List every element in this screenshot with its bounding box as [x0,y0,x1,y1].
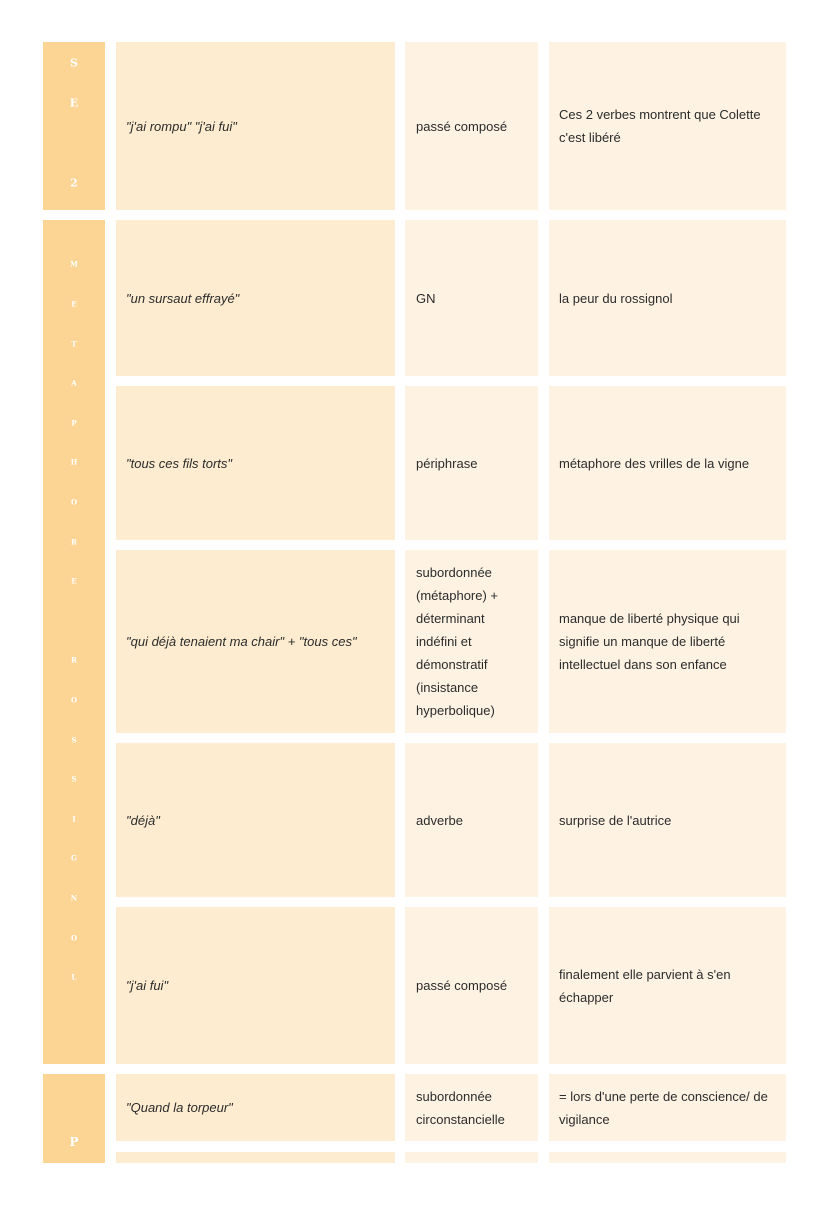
quote-text: "Quand la torpeur" [126,1100,233,1115]
interpretation-cell [549,1074,786,1141]
section-letter: O [70,497,78,507]
interpretation-cell [549,743,786,897]
figure-cell [405,42,538,210]
section-letter: 2 [70,176,78,190]
section-letter: T [71,339,77,349]
quote-cell [116,42,395,210]
quote-cell [116,386,395,540]
interpretation-text: finalement elle parvient à s'en échapper [559,966,731,1005]
section-letter: L [71,972,77,982]
interpretation-cell [549,42,786,210]
section-letter: H [70,457,78,467]
interpretation-text: la peur du rossignol [559,290,673,306]
figure-cell [405,220,538,376]
section-letter: P [71,418,77,428]
figure-cell [405,550,538,733]
figure-text: GN [416,290,436,306]
section-letter: A [71,378,77,388]
figure-text: périphrase [416,455,478,471]
interpretation-text: surprise de l'autrice [559,812,672,828]
section-letter: P [69,1135,79,1149]
quote-text: "j'ai fui" [126,978,169,993]
interpretation-cell [549,1152,786,1163]
quote-text: "un sursaut effrayé" [126,290,240,306]
interpretation-cell [549,550,786,733]
section-bar-3 [43,1074,105,1163]
quote-cell [116,550,395,733]
figure-cell [405,907,538,1064]
figure-text: passé composé [416,118,508,134]
interpretation-text: Ces 2 verbes montrent que Colette c'est libéré [559,107,761,145]
section-bar-2 [43,220,105,1064]
section-letter: M [70,259,78,269]
quote-cell [116,1074,395,1141]
quote-cell [116,220,395,376]
quote-cell [116,743,395,897]
interpretation-text: manque de liberté physique qui signifie un manque de liberté intellectuel dans son enfance [559,611,740,672]
section-letter: S [71,774,77,784]
figure-text: subordonnée circonstancielle [416,1088,505,1127]
section-letter: O [70,695,78,705]
quote-text: "qui déjà tenaient ma chair" + "tous ces" [126,634,357,649]
section-letter: E [71,576,77,586]
figure-text: subordonnée (métaphore) + déterminant indéfini et démonstratif (insistance hyperbolique) [416,565,499,718]
interpretation-text: métaphore des vrilles de la vigne [559,455,750,471]
interpretation-text: = lors d'une perte de conscience/ de vigilance [559,1088,768,1127]
section-letter: R [71,655,77,665]
section-letter: R [71,537,77,547]
quote-text: "j'ai rompu" "j'ai fui" [126,118,237,134]
figure-cell [405,1074,538,1141]
section-letter: I [72,814,76,824]
section-bar-1 [43,42,105,210]
section-letter: O [70,933,78,943]
quote-cell [116,907,395,1064]
interpretation-cell [549,386,786,540]
section-letter: E [69,96,79,110]
section-letter: N [70,893,78,903]
quote-text: "déjà" [126,812,160,828]
interpretation-cell [549,907,786,1064]
figure-text: adverbe [416,812,463,828]
figure-cell [405,743,538,897]
section-letter: E [71,299,77,309]
figure-cell [405,1152,538,1163]
figure-text: passé composé [416,978,508,993]
figure-cell [405,386,538,540]
section-letter: S [70,56,78,70]
section-letter: G [71,853,77,863]
section-letter: S [71,735,77,745]
quote-cell [116,1152,395,1163]
interpretation-cell [549,220,786,376]
quote-text: "tous ces fils torts" [126,455,233,471]
